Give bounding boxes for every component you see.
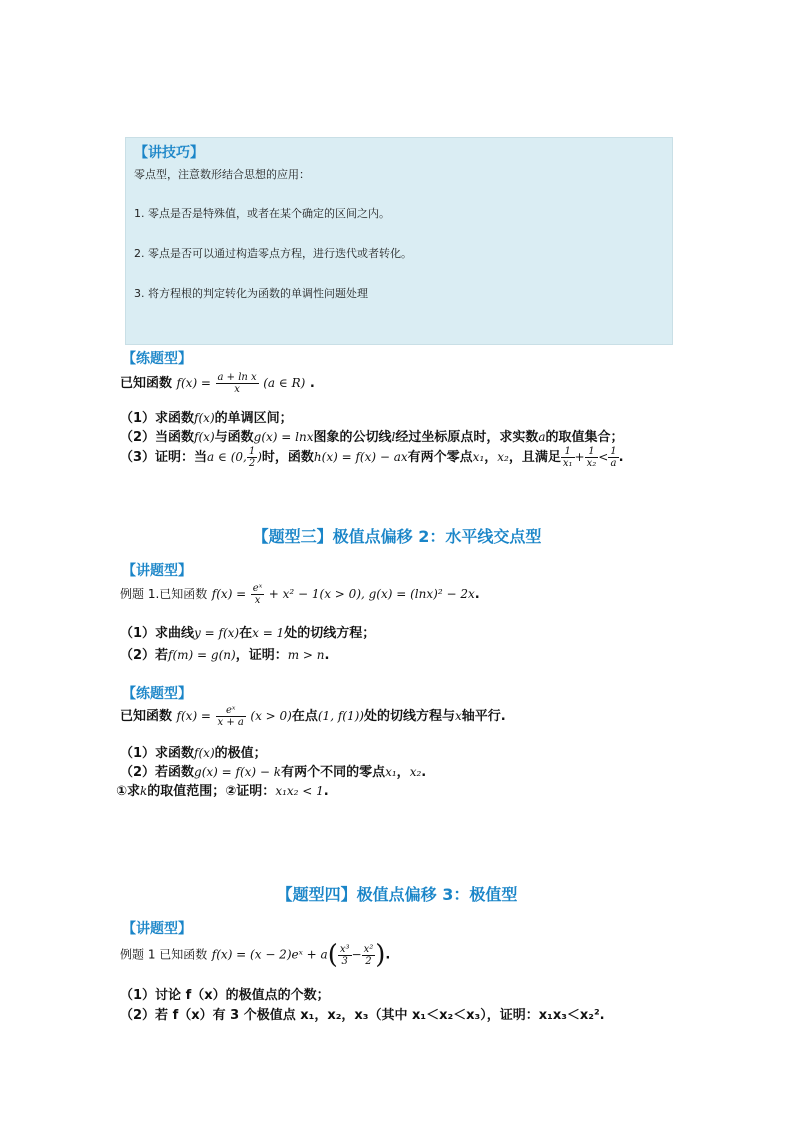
practice1-func-cond: (a ∈ R) — [263, 376, 306, 390]
sub-k: k — [140, 784, 148, 798]
q1-text-post: 处的切线方程； — [284, 626, 376, 641]
fraction-denominator: a — [610, 458, 617, 469]
example3-stem — [120, 583, 480, 606]
example3-fraction — [251, 583, 264, 606]
fraction-numerator: x³ — [339, 943, 350, 955]
example3-end: . — [474, 587, 480, 602]
practice1-lead: 已知函数 — [120, 376, 173, 391]
fraction-denominator: 2 — [248, 458, 256, 469]
practice3-axis: x — [454, 709, 462, 723]
practice1-func-lhs: f(x) = — [176, 376, 211, 390]
q3-cond-left: a ∈ (0, — [207, 450, 247, 464]
q1-text-mid: 在 — [239, 626, 253, 641]
right-paren-glyph: ) — [375, 940, 386, 970]
fraction-numerator: a + ln x — [217, 372, 257, 383]
fraction-numerator: eˣ — [216, 705, 246, 717]
example4-minus: − — [351, 947, 362, 962]
section3-title: 【题型三】极值点偏移 2：水平线交点型 — [252, 527, 542, 546]
practice3-sub — [116, 780, 329, 799]
q3-x2: x₂ — [497, 450, 509, 464]
practice1-func-fraction — [216, 372, 259, 395]
q1-x: x = 1 — [252, 626, 285, 640]
q3-text: （3）证明：当 — [120, 450, 208, 465]
example3-label: 【讲题型】 — [122, 563, 192, 579]
fraction-numerator: x² — [363, 943, 374, 955]
sub-end: . — [323, 784, 329, 799]
tip-item-2: 2. 零点是否可以通过构造零点方程，进行迭代或者转化。 — [134, 247, 412, 260]
fraction-numerator: 1 — [610, 446, 617, 457]
example4-lead: 例题 1 已知函数 — [120, 947, 208, 962]
practice3-fraction — [216, 705, 246, 728]
practice3-q2 — [120, 761, 426, 780]
q3-fraction-2 — [585, 446, 599, 469]
q3-fraction-1 — [561, 446, 575, 469]
q2-text-post: 的取值集合； — [545, 430, 624, 445]
q2-comma: ， — [396, 765, 410, 780]
q2-fx: f(x) — [194, 430, 215, 444]
sub-text-mid: 的取值范围；②证明： — [147, 784, 276, 799]
q1-fx: f(x) — [194, 411, 215, 425]
example4-label: 【讲题型】 — [122, 921, 192, 937]
q2-text-mid2: 图象的公切线 — [313, 430, 392, 445]
example3-lead: 例题 1.已知函数 — [120, 587, 208, 601]
practice3-f-cond: (x > 0) — [250, 709, 292, 723]
q2-text: （2）若函数 — [120, 765, 195, 780]
q3-text-mid3: ，且满足 — [508, 450, 561, 465]
practice1-stem — [120, 372, 315, 395]
q3-comma: ， — [484, 450, 498, 465]
practice1-end: . — [309, 376, 315, 391]
example3-q1 — [120, 622, 375, 641]
q3-hx: h(x) = f(x) − ax — [313, 450, 408, 464]
q2-a: a — [538, 430, 546, 444]
fraction-numerator: 1 — [585, 446, 599, 458]
q2-text: （2）当函数 — [120, 430, 195, 445]
q1-text: （1）求函数 — [120, 411, 195, 426]
practice1-q3 — [120, 446, 624, 469]
example4-stem — [120, 940, 390, 970]
q2-text-mid1: 与函数 — [214, 430, 254, 445]
q2-eq: f(m) = g(n) — [168, 648, 236, 662]
q3-fraction-3 — [608, 446, 618, 469]
q1-eq: y = f(x) — [194, 626, 240, 640]
q3-cond-right: ) — [257, 450, 262, 464]
q3-half-fraction — [247, 446, 257, 469]
fraction-denominator: 2 — [365, 955, 372, 967]
example4-q1: （1）讨论 f（x）的极值点的个数； — [120, 988, 330, 1003]
tip-item-1: 1. 零点是否是特殊值，或者在某个确定的区间之内。 — [134, 207, 390, 220]
practice1-q1 — [120, 407, 293, 426]
example3-f-lhs: f(x) = — [211, 587, 247, 601]
q1-fx: f(x) — [194, 746, 215, 760]
example4-q2: （2）若 f（x）有 3 个极值点 x₁，x₂，x₃（其中 x₁＜x₂＜x₃），证明：x₁x₃＜x₂². — [120, 1008, 605, 1023]
q1-text-post: 的单调区间； — [214, 411, 293, 426]
q2-text-mid: 有两个不同的零点 — [281, 765, 386, 780]
q2-text-mid: ，证明： — [235, 648, 288, 663]
q2-text: （2）若 — [120, 648, 169, 663]
fraction-numerator: 1 — [248, 446, 256, 457]
q2-l: l — [391, 430, 396, 444]
q2-end: . — [421, 765, 427, 780]
fraction-denominator: x₁ — [562, 458, 573, 469]
tip-box — [125, 137, 673, 345]
practice3-stem — [120, 705, 506, 728]
q2-ineq: m > n — [287, 648, 325, 662]
fraction-denominator: x₂ — [586, 458, 597, 469]
left-paren-glyph: ( — [327, 940, 338, 970]
q3-end: . — [618, 450, 624, 465]
practice3-label: 【练题型】 — [122, 686, 192, 702]
example3-q2 — [120, 644, 329, 663]
q1-text-post: 的极值； — [214, 746, 267, 761]
fraction-denominator: x + a — [217, 717, 244, 728]
practice3-f-lhs: f(x) = — [176, 709, 211, 723]
q3-text-mid1: 时，函数 — [261, 450, 314, 465]
q1-text: （1）求曲线 — [120, 626, 195, 641]
tip-item-3: 3. 将方程根的判定转化为函数的单调性问题处理 — [134, 287, 368, 300]
fraction-numerator: 1 — [561, 446, 575, 458]
practice3-q1 — [120, 742, 267, 761]
fraction-denominator: x — [254, 595, 261, 606]
q3-x1: x₁ — [472, 450, 485, 464]
section4-title: 【题型四】极值点偏移 3：极值型 — [276, 885, 518, 904]
tip-box-intro: 零点型，注意数形结合思想的应用： — [134, 168, 310, 181]
example4-end: . — [385, 947, 391, 963]
example4-fraction-2 — [362, 944, 376, 967]
practice3-point: (1, f(1)) — [317, 709, 364, 723]
q3-lt: < — [598, 450, 609, 464]
practice1-q2 — [120, 426, 624, 445]
q2-x2: x₂ — [409, 765, 422, 779]
fraction-numerator: eˣ — [252, 583, 263, 594]
q2-gx: g(x) = lnx — [253, 430, 314, 444]
q2-x1: x₁ — [385, 765, 397, 779]
tip-box-label: 【讲技巧】 — [134, 145, 204, 161]
q1-text: （1）求函数 — [120, 746, 195, 761]
example3-f-rest: + x² − 1(x > 0), g(x) = (lnx)² − 2x — [268, 587, 475, 601]
fraction-denominator: 3 — [341, 955, 348, 967]
practice3-text-post: 轴平行. — [461, 709, 506, 724]
q2-text-mid3: 经过坐标原点时，求实数 — [395, 430, 539, 445]
practice3-text-mid2: 处的切线方程与 — [363, 709, 455, 724]
q2-end: . — [324, 648, 330, 663]
sub-text: ①求 — [116, 784, 141, 799]
practice3-lead: 已知函数 — [120, 709, 173, 724]
fraction-denominator: x — [234, 384, 240, 395]
example4-fraction-1 — [338, 944, 352, 967]
practice3-text-mid1: 在点 — [291, 709, 318, 724]
example4-f-main: f(x) = (x − 2)eˣ + a — [211, 947, 328, 962]
q3-text-mid2: 有两个零点 — [407, 450, 473, 465]
q3-plus: + — [574, 450, 585, 464]
practice1-label: 【练题型】 — [122, 351, 192, 367]
q2-eq: g(x) = f(x) − k — [194, 765, 282, 779]
sub-ineq: x₁x₂ < 1 — [275, 784, 324, 798]
